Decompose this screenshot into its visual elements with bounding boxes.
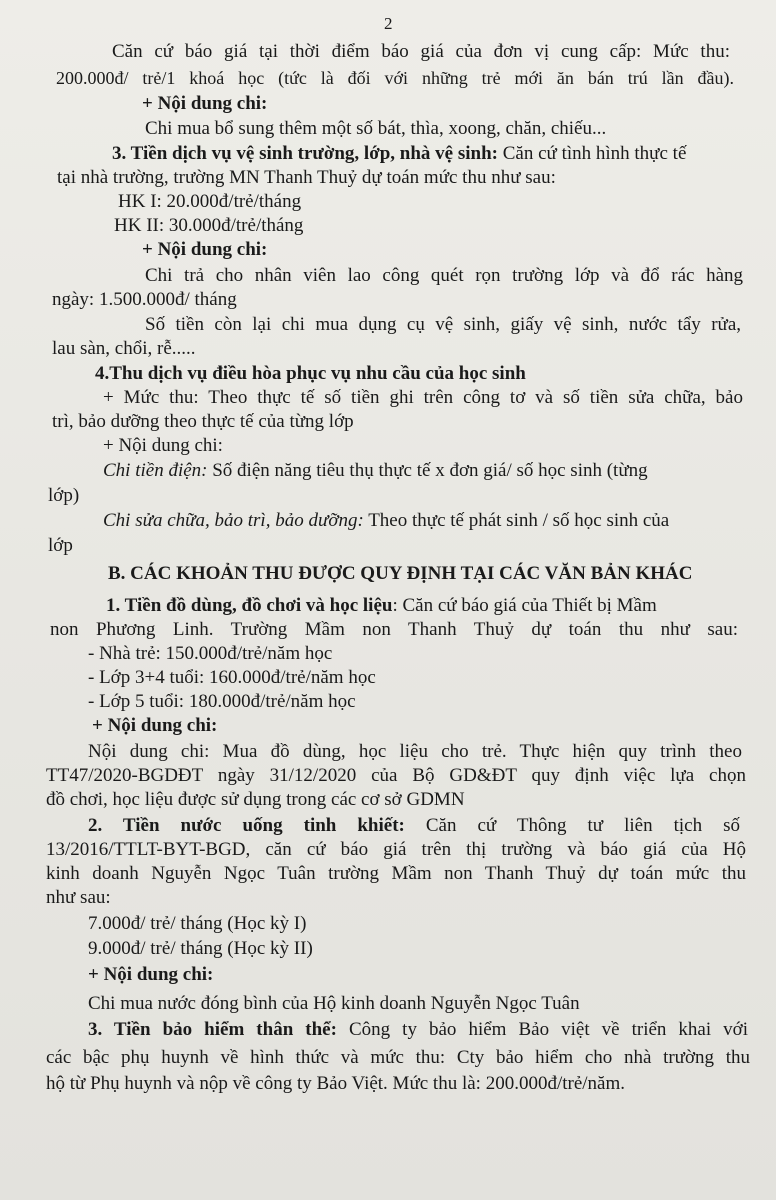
page-number: 2 (384, 14, 393, 33)
text-line (103, 509, 669, 533)
heading-text: 2. Tiền nước uống tinh khiết: (88, 815, 405, 836)
italic-label: Chi sửa chữa, bảo trì, bảo dưỡng: (103, 510, 364, 531)
text-line: đồ chơi, học liệu được sử dụng trong các cơ sở GDMN (46, 789, 465, 810)
text-line: các bậc phụ huynh về hình thức và mức thu: Cty bảo hiểm cho nhà trường thu (46, 1047, 750, 1068)
fee-line: - Nhà trẻ: 150.000đ/trẻ/năm học (88, 643, 333, 664)
text-line: + Mức thu: Theo thực tế số tiền ghi trên công tơ và số tiền sửa chữa, bảo (103, 387, 743, 408)
text-line: Căn cứ báo giá tại thời điểm báo giá của đơn vị cung cấp: Mức thu: (112, 41, 730, 62)
italic-label: Chi tiền điện: (103, 460, 208, 481)
text-tail: Số điện năng tiêu thụ thực tế x đơn giá/ số học sinh (từng (207, 460, 648, 481)
fee-line: - Lớp 5 tuổi: 180.000đ/trẻ/năm học (88, 691, 356, 712)
fee-line: HK I: 20.000đ/trẻ/tháng (118, 191, 302, 212)
text-line: tại nhà trường, trường MN Thanh Thuỷ dự toán mức thu như sau: (57, 167, 556, 188)
subheading: + Nội dung chi: (142, 239, 268, 260)
section-heading-2 (88, 814, 740, 838)
text-line: như sau: (46, 887, 111, 908)
subheading-plain: + Nội dung chi: (103, 435, 223, 456)
text-line: Chi mua bổ sung thêm một số bát, thìa, xoong, chăn, chiếu... (145, 118, 607, 139)
text-line (103, 459, 648, 483)
heading-text: 3. Tiền dịch vụ vệ sinh trường, lớp, nhà vệ sinh: (112, 143, 498, 164)
text-line: Chi mua nước đóng bình của Hộ kinh doanh Nguyễn Ngọc Tuân (88, 993, 580, 1014)
text-line: hộ từ Phụ huynh và nộp về công ty Bảo Việt. Mức thu là: 200.000đ/trẻ/năm. (46, 1073, 626, 1094)
text-tail: Theo thực tế phát sinh / số học sinh của (363, 510, 670, 531)
text-line: Nội dung chi: Mua đồ dùng, học liệu cho trẻ. Thực hiện quy trình theo (88, 741, 742, 762)
heading-text: 3. Tiền bảo hiểm thân thể: (88, 1019, 337, 1040)
fee-line: - Lớp 3+4 tuổi: 160.000đ/trẻ/năm học (88, 667, 376, 688)
text-line: 200.000đ/ trẻ/1 khoá học (tức là đối với những trẻ mới ăn bán trú lần đầu). (56, 68, 734, 88)
text-line: kinh doanh Nguyễn Ngọc Tuân trường Mầm non Thanh Thuỷ dự toán mức thu (46, 863, 746, 884)
fee-line: 9.000đ/ trẻ/ tháng (Học kỳ II) (88, 938, 313, 959)
fee-line: 7.000đ/ trẻ/ tháng (Học kỳ I) (88, 913, 307, 934)
text-line: lớp (48, 535, 73, 556)
text-line: lớp) (48, 485, 80, 506)
text-line: TT47/2020-BGDĐT ngày 31/12/2020 của Bộ GD&ĐT quy định việc lựa chọn (46, 765, 746, 786)
section-heading-1 (106, 594, 657, 618)
text-line: non Phương Linh. Trường Mầm non Thanh Thuỷ dự toán thu như sau: (50, 619, 738, 640)
heading-tail: Căn cứ tình hình thực tế (497, 143, 687, 164)
text-line: 13/2016/TTLT-BYT-BGD, căn cứ báo giá trên thị trường và báo giá của Hộ (46, 839, 746, 860)
text-line: Chi trả cho nhân viên lao công quét rọn trường lớp và đổ rác hàng (145, 265, 743, 286)
section-heading-4: 4.Thu dịch vụ điều hòa phục vụ nhu cầu của học sinh (95, 363, 526, 384)
subheading: + Nội dung chi: (92, 715, 218, 736)
text-line: trì, bảo dưỡng theo thực tế của từng lớp (52, 411, 354, 432)
text-line: Số tiền còn lại chi mua dụng cụ vệ sinh, giấy vệ sinh, nước tẩy rửa, (145, 314, 741, 335)
subheading: + Nội dung chi: (88, 964, 214, 985)
text-line: ngày: 1.500.000đ/ tháng (52, 289, 237, 310)
section-heading-3b (88, 1018, 748, 1042)
heading-tail: Căn cứ Thông tư liên tịch số (404, 815, 740, 836)
heading-text: 1. Tiền đồ dùng, đồ chơi và học liệu (106, 595, 393, 616)
section-heading-B: B. CÁC KHOẢN THU ĐƯỢC QUY ĐỊNH TẠI CÁC VĂN BẢN KHÁC (108, 563, 693, 584)
fee-line: HK II: 30.000đ/trẻ/tháng (114, 215, 304, 236)
heading-tail: : Căn cứ báo giá của Thiết bị Mầm (392, 595, 657, 616)
heading-tail: Công ty bảo hiểm Bảo việt về triển khai với (336, 1019, 748, 1040)
subheading: + Nội dung chi: (142, 93, 268, 114)
section-heading-3 (112, 142, 686, 166)
text-line: lau sàn, chổi, rễ..... (52, 338, 196, 359)
